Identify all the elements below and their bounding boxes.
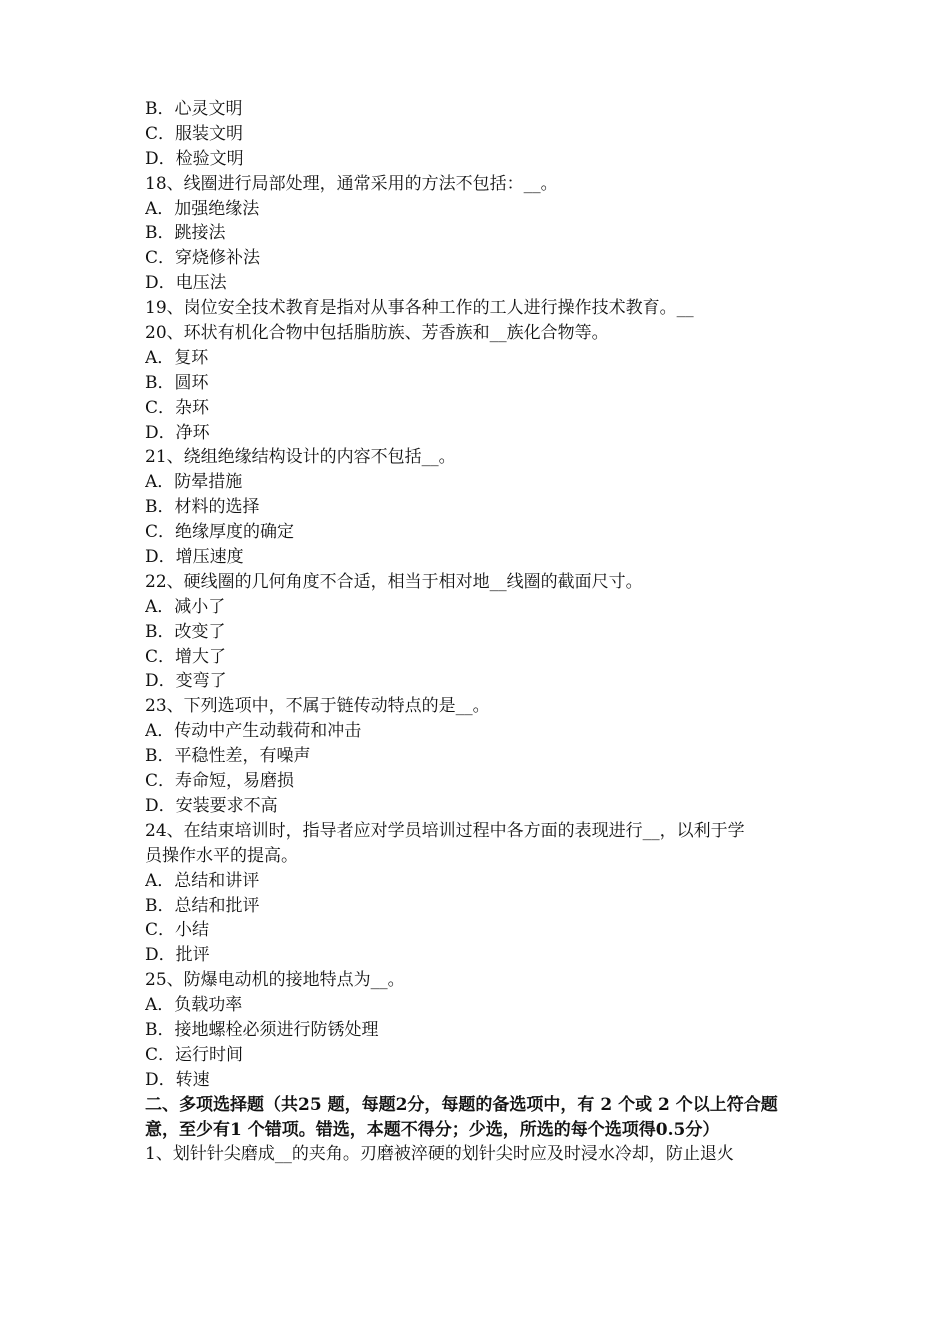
option-line: A．总结和讲评 bbox=[145, 870, 260, 891]
question-line: 19、岗位安全技术教育是指对从事各种工作的工人进行操作技术教育。__ bbox=[145, 298, 694, 319]
question-lines bbox=[145, 97, 809, 1093]
option-line: D．净环 bbox=[145, 422, 210, 443]
option-line: B．改变了 bbox=[145, 621, 226, 642]
option-line: A．减小了 bbox=[145, 596, 226, 617]
option-line: B．跳接法 bbox=[145, 223, 226, 244]
question-line: 18、线圈进行局部处理，通常采用的方法不包括：__。 bbox=[145, 173, 558, 194]
question-line: 21、绕组绝缘结构设计的内容不包括__。 bbox=[145, 447, 456, 468]
option-line: A．负载功率 bbox=[145, 995, 243, 1016]
option-line: A．防晕措施 bbox=[145, 472, 243, 493]
option-line: C．绝缘厚度的确定 bbox=[145, 522, 295, 543]
option-line: D．转速 bbox=[145, 1069, 210, 1090]
question-line: 24、在结束培训时，指导者应对学员培训过程中各方面的表现进行__，以利于学 bbox=[145, 820, 745, 841]
option-line: B．心灵文明 bbox=[145, 99, 243, 119]
option-line: D．增压速度 bbox=[145, 547, 244, 568]
option-line: A．加强绝缘法 bbox=[145, 198, 260, 219]
question-line: 20、环状有机化合物中包括脂肪族、芳香族和__族化合物等。 bbox=[145, 323, 609, 344]
option-line: C．穿烧修补法 bbox=[145, 248, 261, 269]
option-line: C．服装文明 bbox=[145, 123, 244, 144]
option-line: C．杂环 bbox=[145, 397, 210, 418]
document-body bbox=[145, 97, 809, 1167]
option-line: C．运行时间 bbox=[145, 1044, 244, 1065]
option-line: B．材料的选择 bbox=[145, 497, 260, 518]
option-line: B．总结和批评 bbox=[145, 895, 260, 916]
option-line: D．检验文明 bbox=[145, 148, 244, 169]
option-line: D．电压法 bbox=[145, 273, 227, 294]
option-line: D．批评 bbox=[145, 945, 210, 966]
question-line: 1、划针针尖磨成__的夹角。刃磨被淬硬的划针尖时应及时浸水冷却，防止退火 bbox=[145, 1144, 734, 1165]
option-line: B．圆环 bbox=[145, 372, 209, 393]
option-line: D．安装要求不高 bbox=[145, 795, 278, 816]
option-line: B．平稳性差，有噪声 bbox=[145, 746, 311, 767]
question-line: 22、硬线圈的几何角度不合适，相当于相对地__线圈的截面尺寸。 bbox=[145, 571, 643, 592]
option-line: C．增大了 bbox=[145, 646, 227, 667]
option-line: B．接地螺栓必须进行防锈处理 bbox=[145, 1019, 379, 1040]
option-line: A．复环 bbox=[145, 347, 209, 368]
question-line: 25、防爆电动机的接地特点为__。 bbox=[145, 970, 405, 991]
question-line: 23、下列选项中，不属于链传动特点的是__。 bbox=[145, 696, 490, 717]
section-heading: 二、多项选择题（共25 题，每题2分，每题的备选项中，有 2 个或 2 个以上符合题意，至少有1 个错项。错选，本题不得分；少选，所选的每个选项得0.5分） bbox=[145, 1094, 778, 1140]
option-line: C．小结 bbox=[145, 920, 210, 941]
option-line: D．变弯了 bbox=[145, 671, 227, 692]
question-line: 员操作水平的提高。 bbox=[145, 845, 298, 866]
option-line: C．寿命短，易磨损 bbox=[145, 771, 295, 792]
option-line: A．传动中产生动载荷和冲击 bbox=[145, 721, 362, 742]
